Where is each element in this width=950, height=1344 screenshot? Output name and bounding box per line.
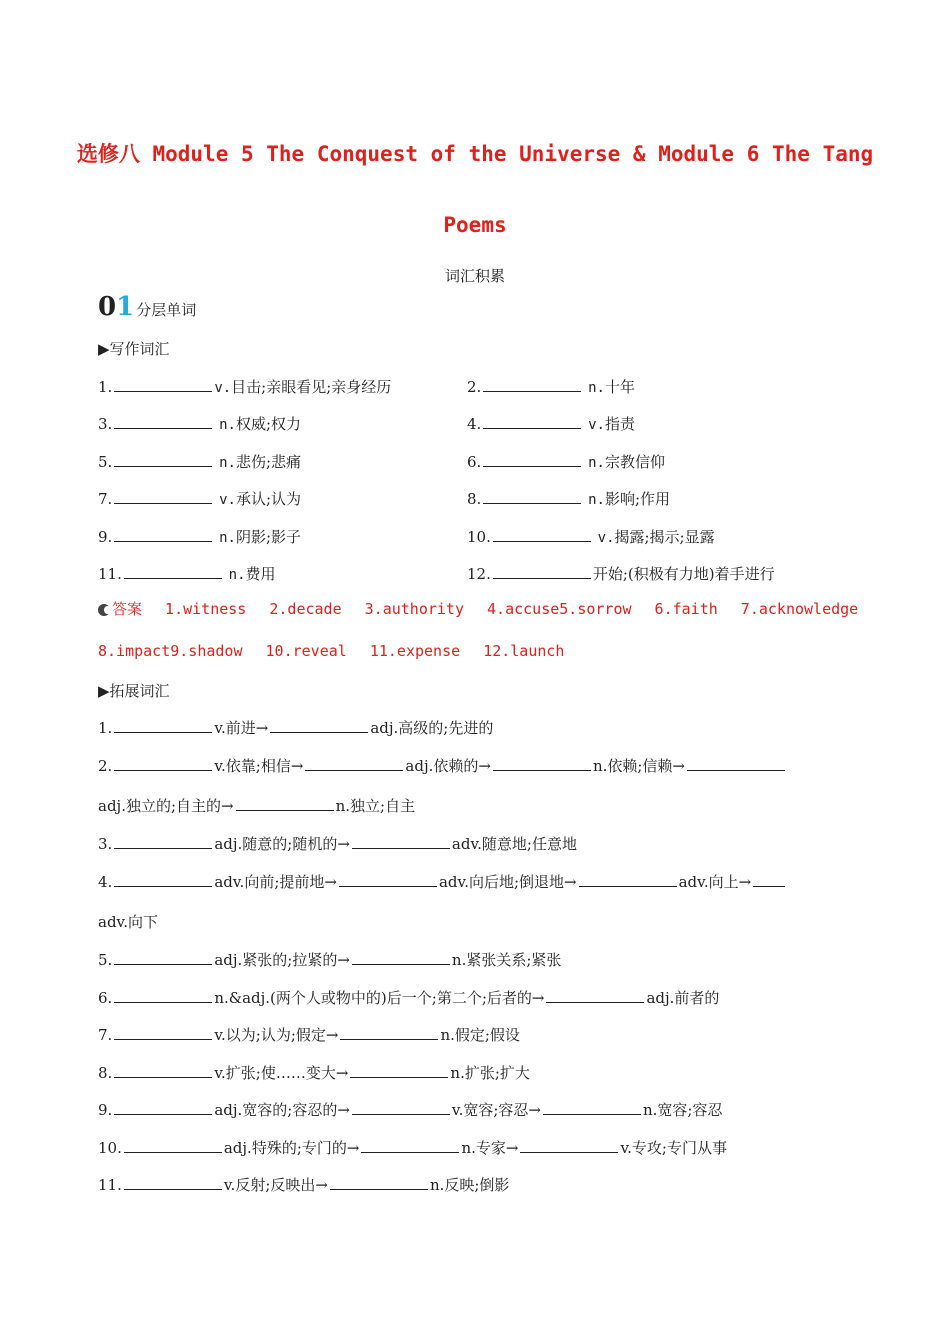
answer-blank[interactable] (124, 1138, 222, 1153)
answer-blank[interactable] (305, 756, 403, 771)
expand-item: 8. v.扩张;使……变大→ n.扩张;扩大 (98, 1064, 530, 1082)
answer-blank[interactable] (114, 414, 212, 429)
writing-item: 11. n. 费用 (98, 565, 276, 583)
answer-blank[interactable] (270, 718, 368, 733)
expand-item: 9. adj.宽容的;容忍的→ v.宽容;容忍→ n.宽容;容忍 (98, 1101, 723, 1119)
answer-blank[interactable] (546, 988, 644, 1003)
expand-item: 10. adj.特殊的;专门的→ n.专家→ v.专攻;专门从事 (98, 1139, 727, 1157)
writing-item: 2. n. 十年 (467, 378, 635, 396)
answer-blank[interactable] (339, 872, 437, 887)
answer-line-2: 8.impact9.shadow 10.reveal 11.expense 12.launch (98, 642, 565, 660)
answer-blank[interactable] (114, 489, 212, 504)
answer-blank[interactable] (114, 988, 212, 1003)
expand-item: 3. adj.随意的;随机的→ adv.随意地;任意地 (98, 835, 577, 853)
answer-blank[interactable] (352, 950, 450, 965)
expand-item: 1. v.前进→ adj.高级的;先进的 (98, 719, 494, 737)
part-number-1: 1 (116, 292, 135, 322)
expand-item: 5. adj.紧张的;拉紧的→ n.紧张关系;紧张 (98, 951, 562, 969)
answer-blank[interactable] (114, 872, 212, 887)
writing-item: 9. n. 阴影;影子 (98, 528, 302, 546)
answer-blank[interactable] (236, 796, 334, 811)
answer-blank[interactable] (543, 1100, 641, 1115)
answer-blank[interactable] (352, 834, 450, 849)
answer-blank[interactable] (579, 872, 677, 887)
answer-icon (98, 604, 110, 616)
answer-blank[interactable] (340, 1025, 438, 1040)
writing-item: 10. v. 揭露;揭示;显露 (467, 528, 715, 546)
expand-item: 11. v.反射;反映出→ n.反映;倒影 (98, 1176, 510, 1194)
answer-blank[interactable] (114, 1025, 212, 1040)
answer-blank[interactable] (114, 718, 212, 733)
expand-vocab-heading: ▶拓展词汇 (98, 682, 170, 700)
answer-blank[interactable] (493, 756, 591, 771)
answer-blank[interactable] (114, 452, 212, 467)
answer-line-1: 答案 1.witness 2.decade 3.authority 4.accuse5.sorrow 6.faith 7.acknowledge (98, 598, 858, 619)
answer-blank[interactable] (124, 1175, 222, 1190)
writing-item: 3. n. 权威;权力 (98, 415, 302, 433)
writing-item: 6. n. 宗教信仰 (467, 453, 665, 471)
answer-blank[interactable] (483, 489, 581, 504)
part-label: 分层单词 (136, 301, 197, 319)
expand-item: 7. v.以为;认为;假定→ n.假定;假设 (98, 1026, 520, 1044)
answer-blank[interactable] (114, 1100, 212, 1115)
part-heading (98, 292, 196, 322)
answer-blank[interactable] (114, 1063, 212, 1078)
expand-item-continued: adj.独立的;自主的→ n.独立;自主 (98, 797, 416, 815)
expand-item: 2. v.依靠;相信→ adj.依赖的→ n.依赖;信赖→ (98, 755, 787, 776)
page-title-continued: Poems (443, 213, 507, 237)
answer-blank[interactable] (114, 834, 212, 849)
section-title: 词汇积累 (444, 267, 505, 285)
writing-item: 8. n. 影响;作用 (467, 490, 671, 508)
answer-blank[interactable] (124, 564, 222, 579)
answer-blank[interactable] (330, 1175, 428, 1190)
answer-blank[interactable] (493, 527, 591, 542)
expand-item: 4. adv.向前;提前地→ adv.向后地;倒退地→ adv.向上→ (98, 871, 787, 892)
writing-item: 4. v. 指责 (467, 415, 635, 433)
answer-blank[interactable] (687, 756, 785, 771)
answer-blank[interactable] (483, 377, 581, 392)
expand-item-continued: adv.向下 (98, 913, 159, 931)
answer-blank[interactable] (361, 1138, 459, 1153)
writing-item: 7. v. 承认;认为 (98, 490, 302, 508)
answer-label: 答案 (112, 600, 143, 618)
writing-item: 1. v. 目击;亲眼看见;亲身经历 (98, 378, 392, 396)
expand-item: 6. n.&adj.(两个人或物中的)后一个;第二个;后者的→ adj.前者的 (98, 989, 720, 1007)
answer-blank[interactable] (520, 1138, 618, 1153)
answer-blank[interactable] (350, 1063, 448, 1078)
part-number-0: 0 (98, 292, 117, 322)
answer-blank[interactable] (483, 452, 581, 467)
answer-blank[interactable] (483, 414, 581, 429)
answer-blank[interactable] (753, 872, 785, 887)
answer-blank[interactable] (114, 377, 212, 392)
answer-blank[interactable] (114, 950, 212, 965)
page-title: 选修八 Module 5 The Conquest of the Universe & Module 6 The Tang (76, 142, 874, 166)
writing-item: 5. n. 悲伤;悲痛 (98, 453, 302, 471)
writing-vocab-heading: ▶写作词汇 (98, 340, 170, 358)
writing-item: 12. 开始;(积极有力地)着手进行 (467, 565, 775, 583)
answer-blank[interactable] (493, 564, 591, 579)
answer-blank[interactable] (352, 1100, 450, 1115)
answer-blank[interactable] (114, 527, 212, 542)
answer-blank[interactable] (114, 756, 212, 771)
